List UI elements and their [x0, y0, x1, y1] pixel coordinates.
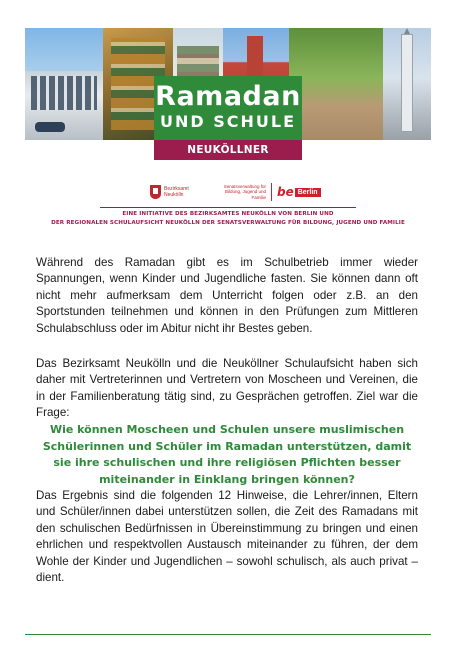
school-building-photo: [25, 28, 103, 140]
initiative-note: [25, 210, 431, 228]
coat-of-arms-icon: [150, 185, 161, 199]
be-berlin-logo-be: be: [277, 185, 294, 199]
senatsverwaltung-logo: [222, 183, 321, 201]
title-block: [154, 76, 302, 140]
logo-row: [150, 180, 340, 204]
page-title: Ramadan: [155, 81, 301, 112]
be-berlin-logo-box: Berlin: [295, 188, 321, 197]
initiative-line-2: DER REGIONALEN SCHULAUFSICHT NEUKÖLLN DER SENATSVERWALTUNG FÜR BILDUNG, JUGEND UND FAMILIE: [51, 220, 405, 226]
page-subtitle: UND SCHULE: [159, 112, 296, 131]
footer-rule: [25, 634, 431, 635]
result-paragraph: Das Ergebnis sind die folgenden 12 Hinweise, die Lehrer/innen, Eltern und Schüler/innen dabei unterstützen sollen, die Zeit des Ramadans mit den schulischen Bedürfnissen in Übereinstimmung zu bringen und einen ehrlichen und respektvollen Austausch miteinander zu führen, der dem Wohle der Kinder und Jugendlichen – sowohl schulisch, als auch privat – dient.: [36, 489, 418, 585]
mosque-minaret-photo: [383, 28, 431, 140]
bezirksamt-logo: [150, 185, 200, 199]
initiative-line-1: EINE INITIATIVE DES BEZIRKSAMTES NEUKÖLLN VON BERLIN UND: [122, 211, 334, 217]
schoolyard-photo: [289, 28, 383, 140]
initiative-divider: [100, 207, 356, 208]
context-paragraph: Das Bezirksamt Neukölln und die Neuköllner Schulaufsicht haben sich daher mit Vertreterinnen und Vertretern von Moscheen und Vereinen, die in der Familienberatung tätig sind, zu Gesprächen getroffen. Ziel war die Frage:: [36, 357, 418, 420]
senatsverwaltung-logo-text: Senatsverwaltung für Bildung, Jugend und Familie: [223, 183, 266, 200]
logo-divider: [271, 183, 272, 201]
key-question: Wie können Moscheen und Schulen unsere muslimischen Schülerinnen und Schüler im Ramadan unterstützen, damit sie ihre schulischen und ihre religiösen Pflichten besser miteinander in Einklang bringen können?: [42, 423, 412, 486]
intro-paragraph: Während des Ramadan gibt es im Schulbetrieb immer wieder Spannungen, wenn Kinder und Jugendliche fasten. Sie können dann oft nicht mehr aufmerksam dem Unterricht folgen oder z.B. an den Sportstunden teilnehmen und können in den Prüfungen zum Mittleren Schulabschluss oder im Abitur nicht ihr Bestes geben.: [36, 256, 418, 335]
bezirksamt-logo-text: Bezirksamt Neukölln: [164, 186, 189, 198]
tagline-badge: NEUKÖLLNER EMPFEHLUNG: [154, 140, 302, 160]
